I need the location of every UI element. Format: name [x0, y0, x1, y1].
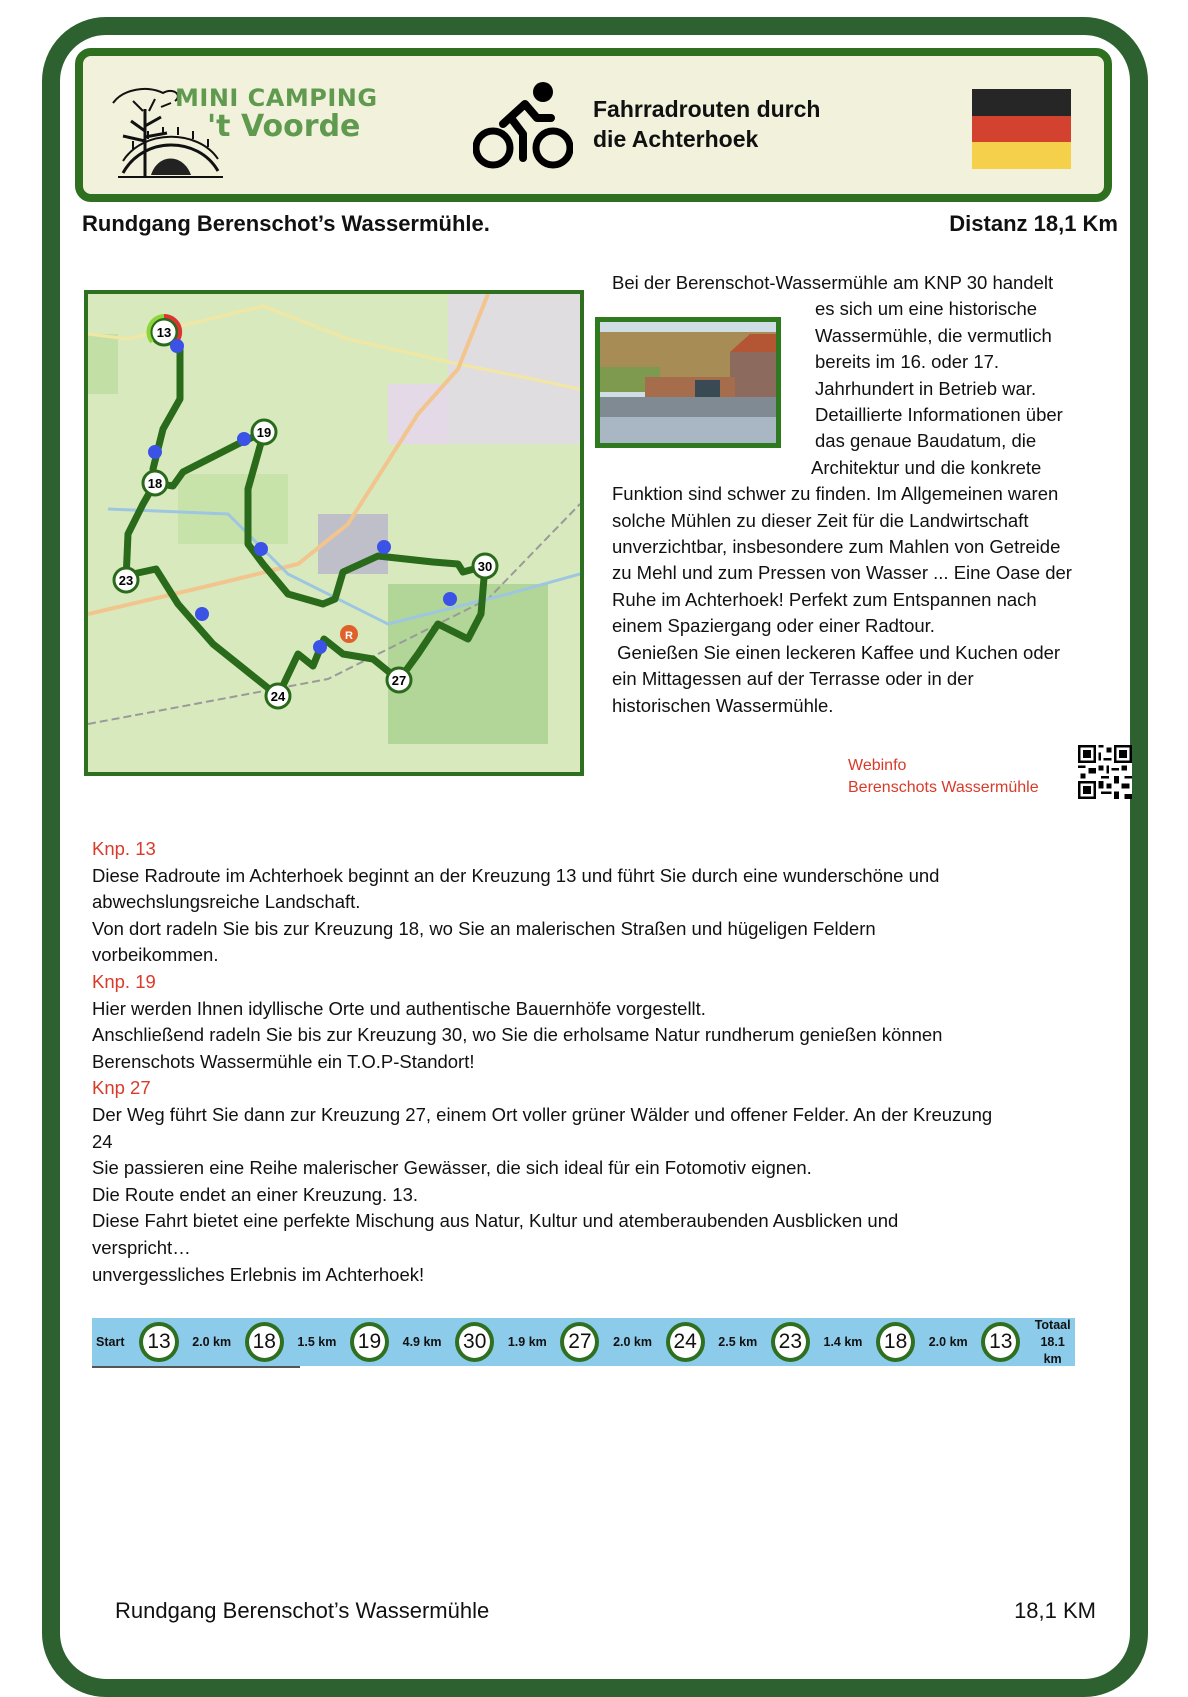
webinfo[interactable] — [848, 755, 1039, 799]
route-strip — [92, 1318, 1075, 1366]
footer-distance: 18,1 KM — [1014, 1598, 1096, 1623]
strip-node: 27 — [560, 1322, 599, 1362]
intro-line: Ruhe im Achterhoek! Perfekt zum Entspannen nach — [612, 588, 1037, 610]
strip-underline — [92, 1366, 300, 1368]
intro-line: Bei der Berenschot-Wassermühle am KNP 30 handelt — [612, 272, 1054, 293]
route-map-graphic — [88, 294, 580, 772]
description-line: Sie passieren eine Reihe malerischer Gewässer, die sich ideal für ein Fotomotiv eignen. — [92, 1157, 812, 1179]
description-line: Diese Fahrt bietet eine perfekte Mischung aus Natur, Kultur und atemberaubenden Ausblicken und — [92, 1210, 899, 1232]
intro-line: solche Mühlen zu dieser Zeit für die Landwirtschaft — [612, 509, 1029, 531]
intro-line: Wassermühle, die vermutlich — [815, 324, 1052, 346]
strip-node: 24 — [666, 1322, 705, 1362]
description-line: Von dort radeln Sie bis zur Kreuzung 18, wo Sie an malerischen Straßen und hügeligen Feldern — [92, 917, 876, 939]
intro-line: es sich um eine historische — [815, 298, 1038, 320]
logo-line-1: MINI CAMPING — [175, 84, 378, 112]
route-description — [92, 836, 1122, 1288]
intro-line: zu Mehl und zum Pressen von Wasser ... Eine Oase der — [612, 562, 1072, 584]
description-line: verspricht… — [92, 1236, 191, 1258]
webinfo-label: Webinfo — [848, 757, 907, 774]
intro-line: das genaue Baudatum, die — [815, 430, 1037, 452]
route-distance: Distanz 18,1 Km — [949, 211, 1118, 236]
header-title — [593, 94, 820, 154]
intro-line: Funktion sind schwer zu finden. Im Allgemeinen waren — [612, 483, 1059, 505]
strip-node: 13 — [981, 1322, 1020, 1362]
knp-heading: Knp. 19 — [92, 970, 156, 992]
route-map[interactable] — [84, 290, 584, 776]
strip-start-label: Start — [96, 1335, 125, 1349]
strip-node: 13 — [139, 1322, 178, 1362]
intro-line: historischen Wassermühle. — [612, 694, 834, 716]
header — [75, 48, 1112, 202]
header-title-line-1: Fahrradrouten durch — [593, 96, 821, 122]
strip-node: 23 — [771, 1322, 810, 1362]
route-title: Rundgang Berenschot’s Wassermühle. — [82, 211, 490, 236]
description-line: Diese Radroute im Achterhoek beginnt an der Kreuzung 13 und führt Sie durch eine wunderschöne und — [92, 864, 940, 886]
logo-text — [175, 86, 378, 142]
description-line: abwechslungsreiche Landschaft. — [92, 891, 361, 913]
strip-segment: 4.9 km — [402, 1335, 442, 1349]
svg-text:18: 18 — [147, 476, 163, 491]
svg-text:24: 24 — [270, 689, 286, 704]
webinfo-link[interactable]: Berenschots Wassermühle — [848, 779, 1039, 796]
intro-line: ein Mittagessen auf der Terrasse oder in der — [612, 668, 974, 690]
strip-total — [1030, 1317, 1075, 1368]
strip-segment: 2.0 km — [928, 1335, 968, 1349]
strip-segment: 2.0 km — [192, 1335, 232, 1349]
strip-node: 19 — [350, 1322, 389, 1362]
logo-line-2: 't Voorde — [207, 109, 361, 144]
strip-segment: 1.9 km — [507, 1335, 547, 1349]
strip-segment: 1.4 km — [823, 1335, 863, 1349]
intro-paragraph — [612, 270, 1117, 719]
strip-segment: 1.5 km — [297, 1335, 337, 1349]
germany-flag-icon — [972, 89, 1071, 169]
bicycle-rider-icon — [473, 78, 573, 173]
description-line: vorbeikommen. — [92, 944, 219, 966]
header-title-line-2: die Achterhoek — [593, 126, 759, 152]
intro-line: einem Spaziergang oder einer Radtour. — [612, 615, 935, 637]
strip-segment: 2.5 km — [718, 1335, 758, 1349]
svg-text:27: 27 — [391, 673, 407, 688]
svg-text:23: 23 — [118, 573, 134, 588]
description-line: Der Weg führt Sie dann zur Kreuzung 27, einem Ort voller grüner Wälder und offener Felder. An der Kreuzung — [92, 1103, 993, 1125]
intro-line: bereits im 16. oder 17. — [815, 351, 1000, 373]
description-line: unvergessliches Erlebnis im Achterhoek! — [92, 1263, 425, 1285]
strip-total-label: Totaal — [1034, 1317, 1071, 1332]
strip-node: 18 — [245, 1322, 284, 1362]
intro-line: unverzichtbar, insbesondere zum Mahlen von Getreide — [612, 536, 1061, 558]
svg-text:30: 30 — [477, 559, 493, 574]
intro-line: Detaillierte Informationen über — [815, 404, 1063, 426]
intro-line: Architektur und die konkrete — [811, 456, 1042, 478]
svg-text:19: 19 — [256, 425, 272, 440]
knp-heading: Knp. 13 — [92, 838, 156, 859]
strip-total-value: 18.1 km — [1040, 1334, 1065, 1366]
description-line: Hier werden Ihnen idyllische Orte und authentische Bauernhöfe vorgestellt. — [92, 997, 706, 1019]
strip-segment: 2.0 km — [613, 1335, 652, 1349]
strip-node: 18 — [876, 1322, 915, 1362]
qr-code-icon[interactable] — [1078, 745, 1132, 799]
intro-line: Genießen Sie einen leckeren Kaffee und Kuchen oder — [612, 641, 1061, 663]
description-line: 24 — [92, 1130, 113, 1152]
footer-route-name: Rundgang Berenschot’s Wassermühle — [115, 1598, 490, 1623]
knp-heading: Knp 27 — [92, 1077, 151, 1099]
intro-line: Jahrhundert in Betrieb war. — [815, 377, 1037, 399]
description-line: Die Route endet an einer Kreuzung. 13. — [92, 1183, 419, 1205]
svg-text:R: R — [345, 630, 353, 642]
strip-node: 30 — [455, 1322, 494, 1362]
description-line: Berenschots Wassermühle ein T.O.P-Standort! — [92, 1050, 475, 1072]
description-line: Anschließend radeln Sie bis zur Kreuzung 30, wo Sie die erholsame Natur rundherum genießen können — [92, 1024, 943, 1046]
svg-text:13: 13 — [156, 325, 172, 340]
